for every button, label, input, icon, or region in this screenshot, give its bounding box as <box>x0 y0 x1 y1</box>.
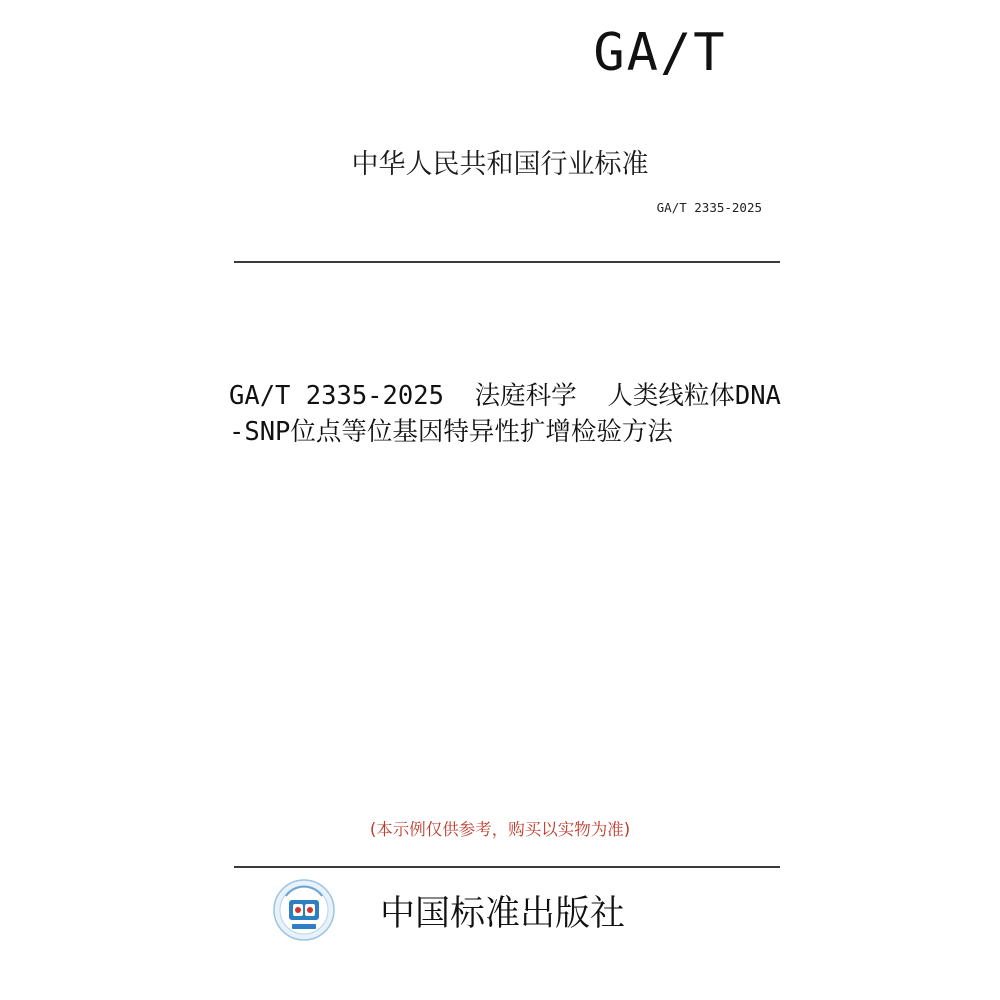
standard-category-title: 中华人民共和国行业标准 <box>351 149 649 180</box>
series-code: GA/T <box>593 23 727 83</box>
publisher-name: 中国标准出版社 <box>380 894 626 934</box>
standard-number: GA/T 2335-2025 <box>656 200 762 215</box>
top-divider <box>234 261 780 263</box>
publisher-seal-logo-icon <box>272 878 336 942</box>
document-title: GA/T 2335-2025 法庭科学 人类线粒体DNA-SNP位点等位基因特异性扩增检验方法 <box>229 381 781 447</box>
sample-disclaimer: (本示例仅供参考，购买以实物为准) <box>369 820 631 839</box>
bottom-divider <box>234 866 780 868</box>
